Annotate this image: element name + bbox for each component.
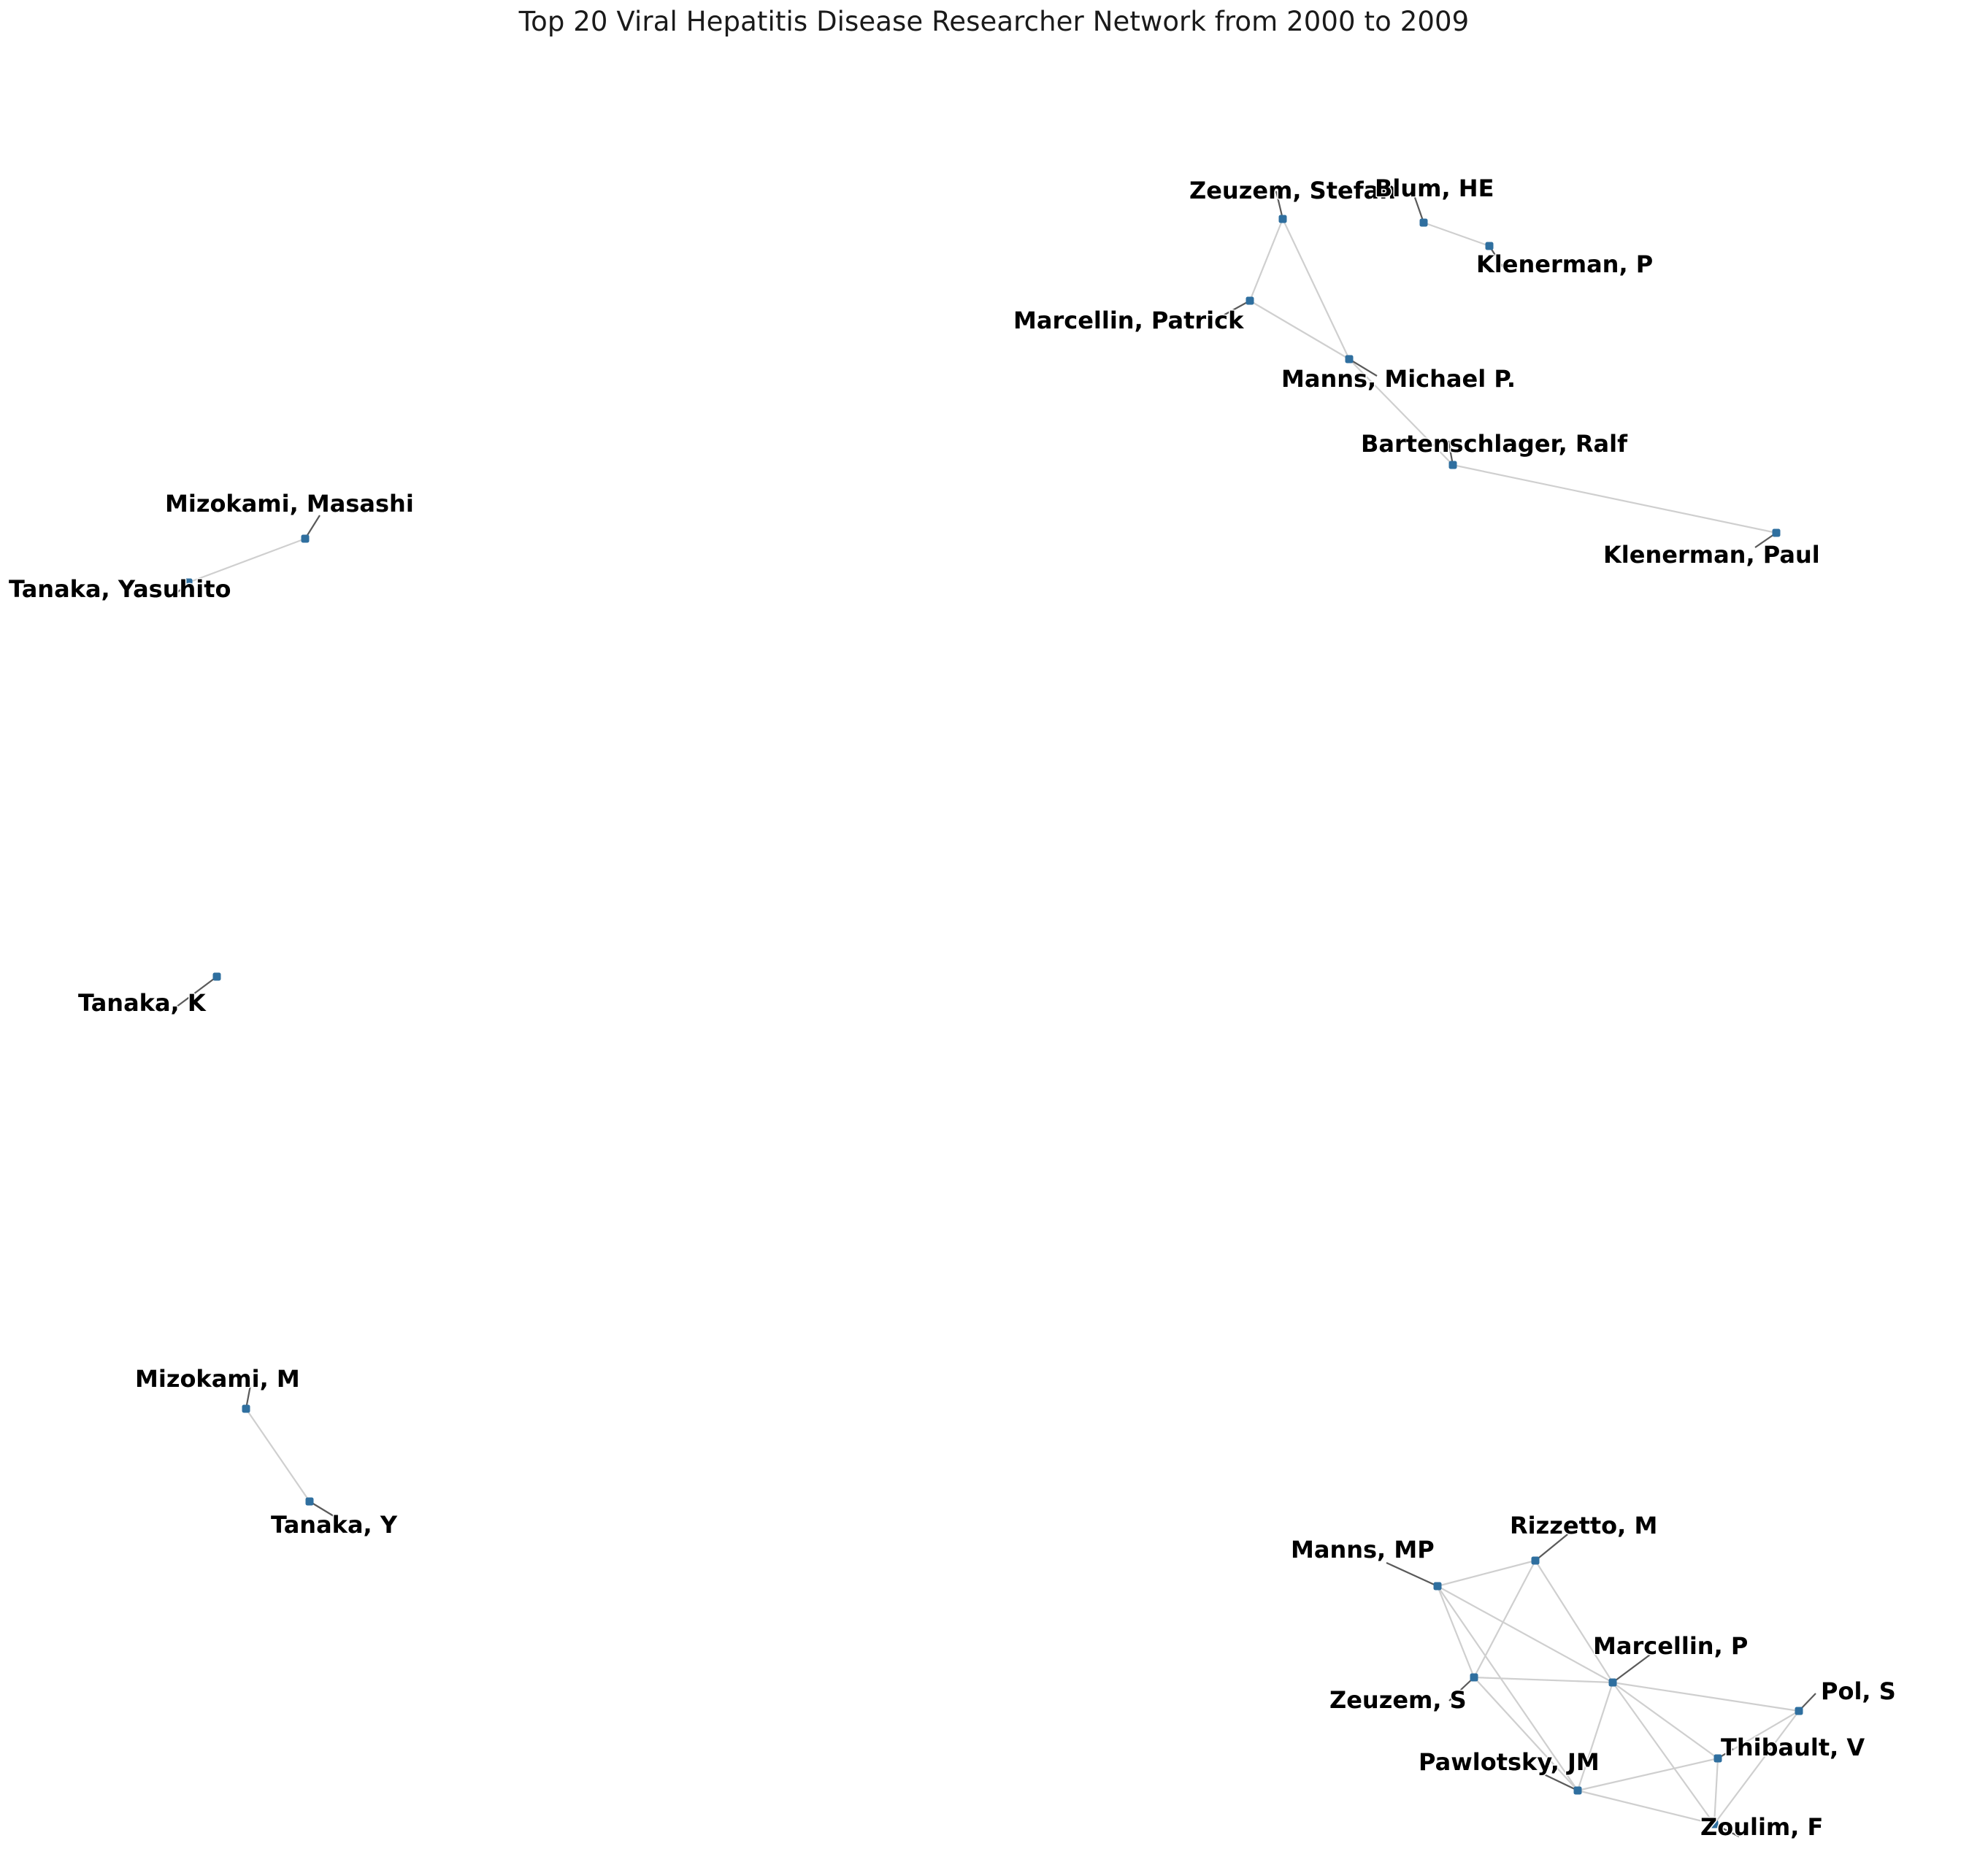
edges-group xyxy=(188,219,1799,1824)
node-label-mizokami_masashi: Mizokami, Masashi xyxy=(165,490,414,518)
graph-node-marker[interactable] xyxy=(1795,1707,1803,1715)
graph-node-marker[interactable] xyxy=(1420,219,1428,227)
graph-node-marker[interactable] xyxy=(1486,242,1494,250)
graph-node-marker[interactable] xyxy=(1609,1679,1617,1687)
graph-edge xyxy=(1714,1711,1799,1824)
node-label-blum_he: Blum, HE xyxy=(1375,174,1494,202)
graph-edge xyxy=(1453,465,1776,533)
graph-edge xyxy=(1250,219,1283,301)
graph-node-marker[interactable] xyxy=(1470,1674,1478,1682)
graph-node-marker[interactable] xyxy=(213,973,221,981)
graph-edge xyxy=(1250,301,1349,359)
graph-node-marker[interactable] xyxy=(306,1498,314,1506)
graph-edge xyxy=(1283,219,1349,359)
graph-node-marker[interactable] xyxy=(1532,1557,1540,1565)
node-label-manns_michael_p: Manns, Michael P. xyxy=(1281,365,1516,393)
graph-edge xyxy=(1613,1682,1718,1758)
graph-node-marker[interactable] xyxy=(1449,461,1457,469)
graph-edge xyxy=(1474,1561,1535,1677)
graph-node-marker[interactable] xyxy=(242,1405,250,1413)
node-label-tanaka_k: Tanaka, K xyxy=(78,989,206,1017)
node-label-zoulim_f: Zoulim, F xyxy=(1700,1813,1824,1841)
node-label-marcellin_p: Marcellin, P xyxy=(1593,1632,1749,1660)
graph-edge xyxy=(1613,1682,1799,1711)
node-label-klenerman_p: Klenerman, P xyxy=(1476,250,1654,278)
node-label-mizokami_m: Mizokami, M xyxy=(135,1365,300,1393)
node-label-zeuzem_stefan: Zeuzem, Stefan xyxy=(1189,177,1396,204)
node-label-rizzetto_m: Rizzetto, M xyxy=(1510,1512,1658,1539)
node-label-bartenschlager_ralf: Bartenschlager, Ralf xyxy=(1361,430,1628,458)
graph-edge xyxy=(1438,1586,1613,1682)
node-label-manns_mp: Manns, MP xyxy=(1291,1536,1435,1564)
graph-node-marker[interactable] xyxy=(302,535,310,543)
label-leader-line xyxy=(1386,1563,1438,1586)
node-label-thibault_v: Thibault, V xyxy=(1721,1734,1865,1761)
node-label-pol_s: Pol, S xyxy=(1821,1677,1896,1705)
node-label-zeuzem_s: Zeuzem, S xyxy=(1329,1686,1467,1714)
node-label-marcellin_patrick: Marcellin, Patrick xyxy=(1013,307,1244,334)
graph-node-marker[interactable] xyxy=(1246,297,1254,305)
node-label-tanaka_yasuhito: Tanaka, Yasuhito xyxy=(9,575,231,603)
graph-edge xyxy=(246,1409,310,1501)
node-label-pawlotsky_jm: Pawlotsky, JM xyxy=(1419,1748,1600,1776)
graph-node-marker[interactable] xyxy=(1773,529,1781,537)
page-title: Top 20 Viral Hepatitis Disease Researcher Network from 2000 to 2009 xyxy=(518,6,1470,37)
graph-edge xyxy=(1535,1561,1613,1682)
graph-edge xyxy=(1438,1561,1535,1586)
graph-node-marker[interactable] xyxy=(1434,1582,1442,1591)
node-label-klenerman_paul: Klenerman, Paul xyxy=(1603,541,1820,569)
graph-edge xyxy=(1474,1677,1613,1682)
graph-edge xyxy=(1424,223,1489,246)
graph-node-marker[interactable] xyxy=(1574,1787,1582,1795)
graph-node-marker[interactable] xyxy=(1346,355,1354,364)
node-label-tanaka_y: Tanaka, Y xyxy=(271,1511,398,1539)
graph-node-marker[interactable] xyxy=(1279,215,1287,223)
